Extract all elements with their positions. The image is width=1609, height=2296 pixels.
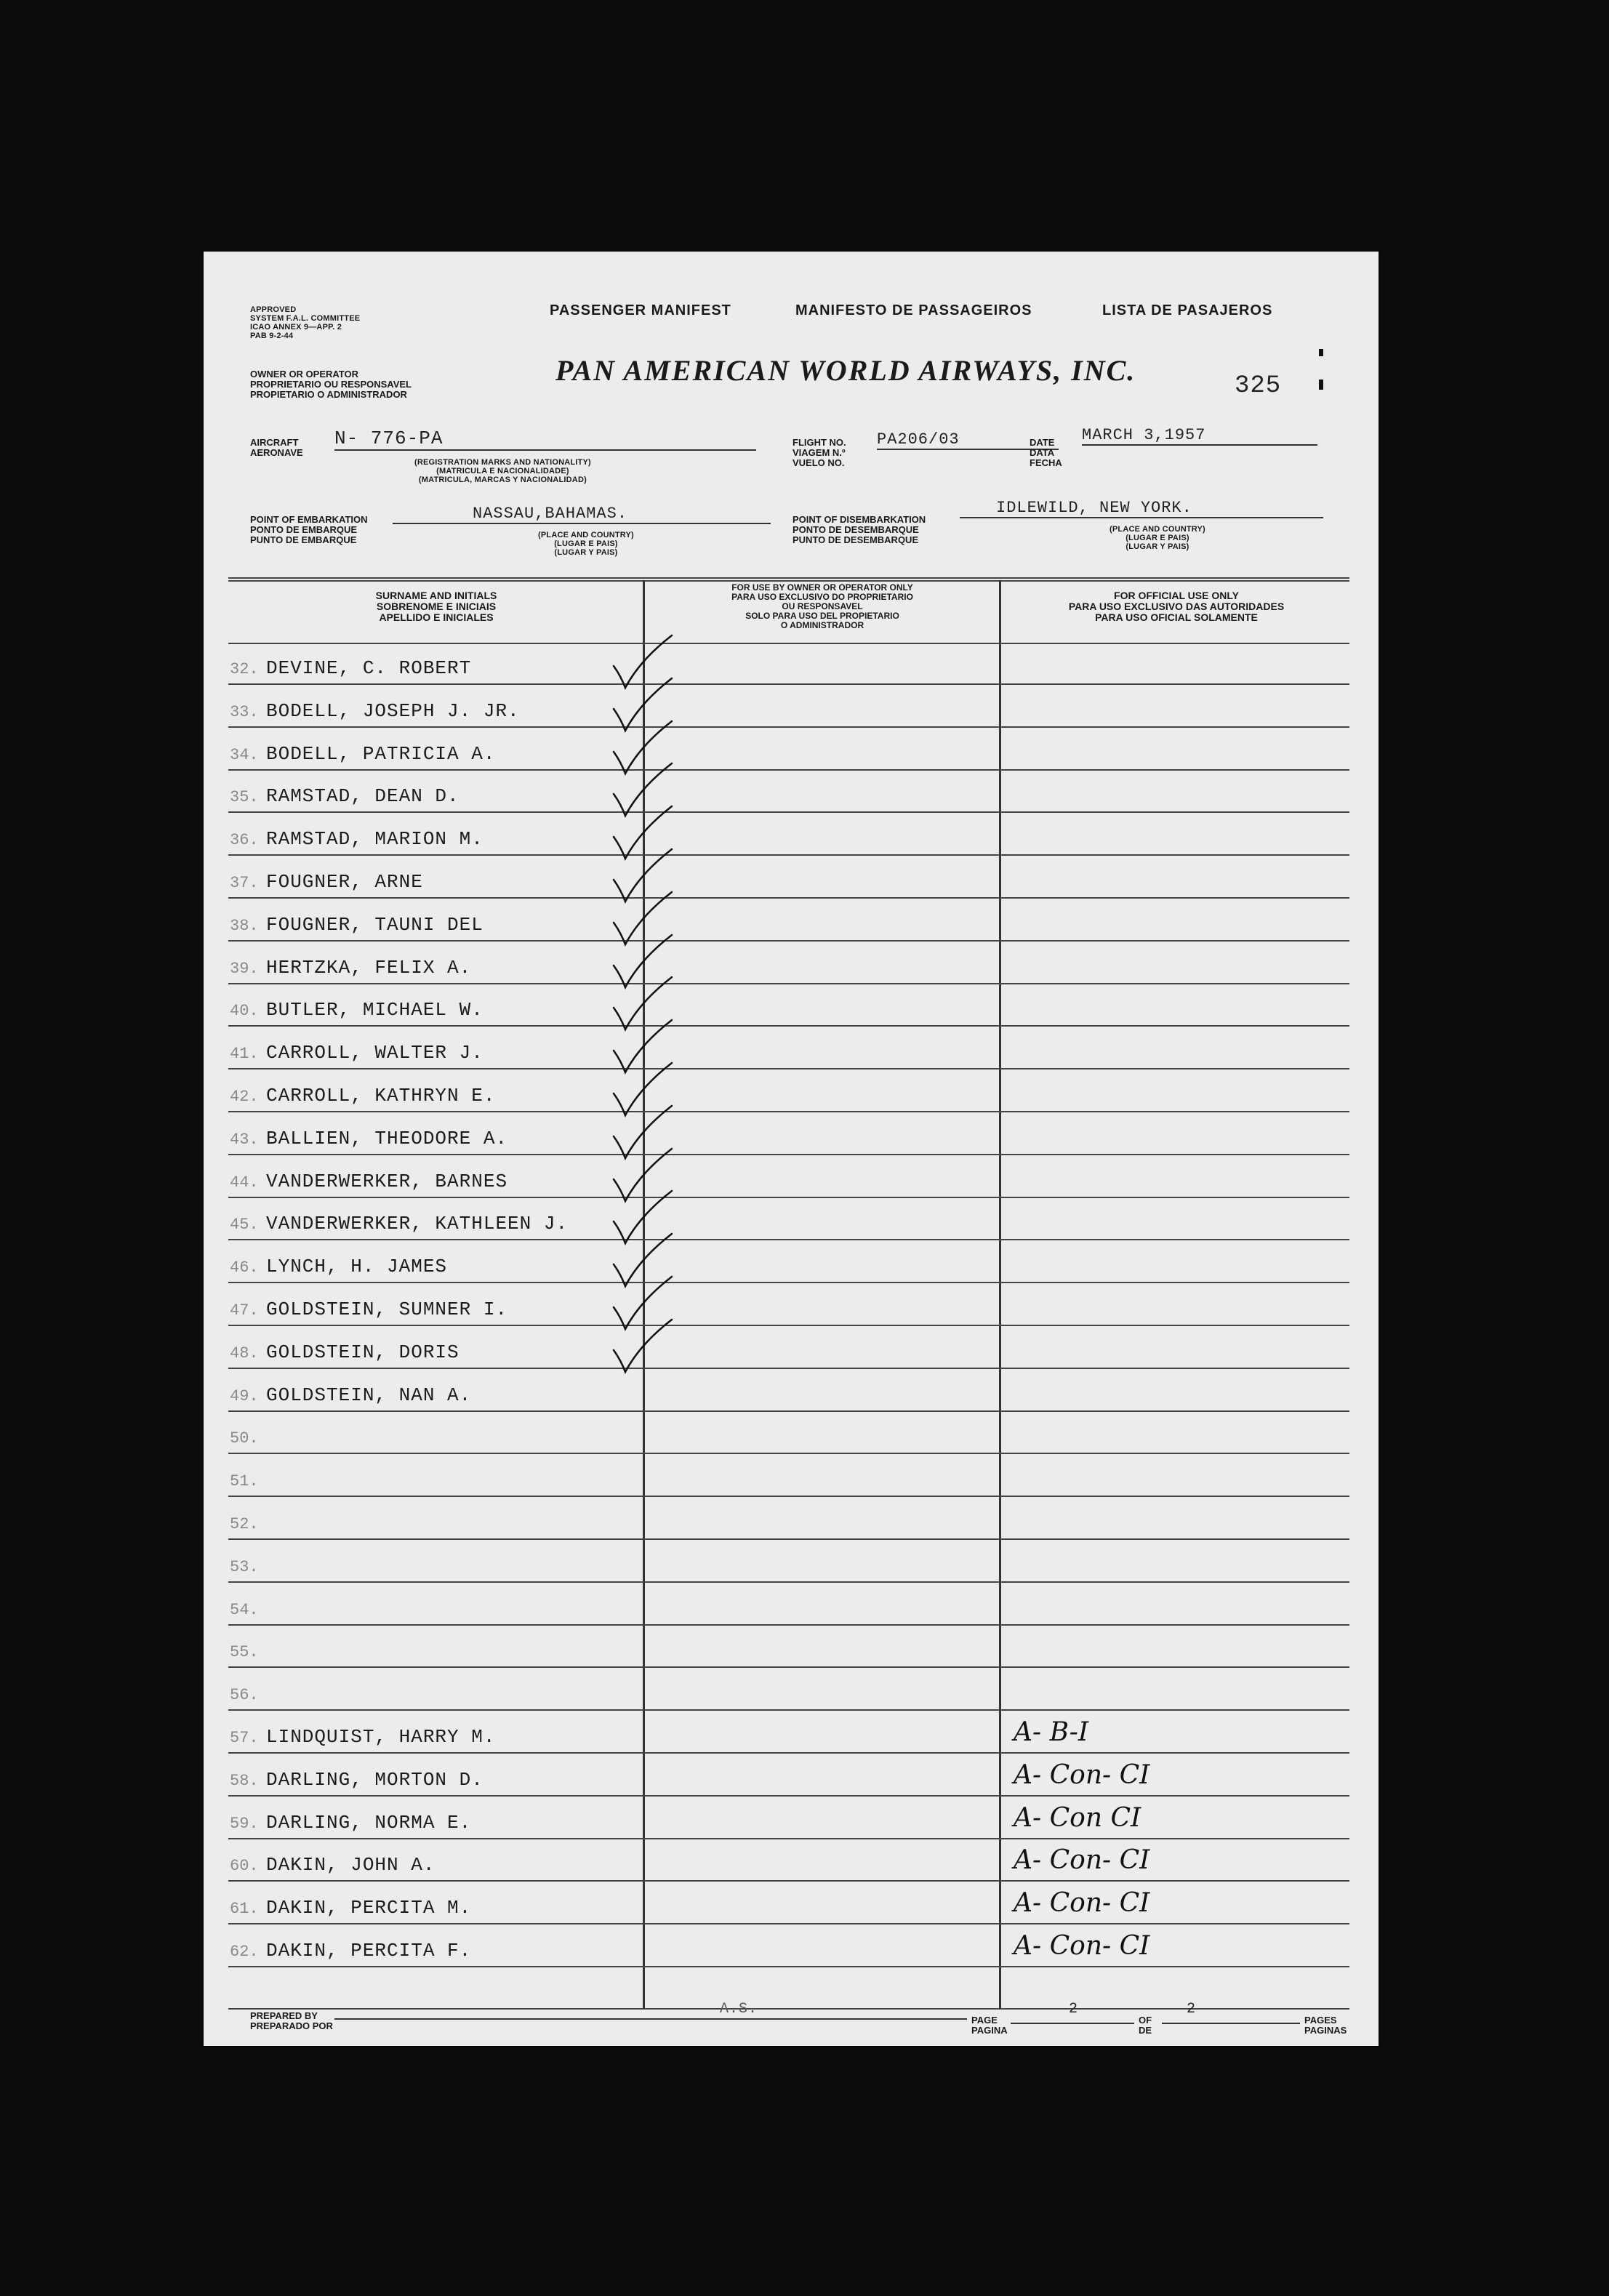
embarkation-sub-line: (LUGAR Y PAIS) (554, 548, 618, 557)
row-number: 55. (230, 1643, 259, 1662)
row-rule (228, 1025, 1349, 1027)
row-rule (228, 1752, 1349, 1754)
embarkation-labels (250, 515, 368, 545)
pages-label: PAGES (1304, 2015, 1337, 2026)
row-rule (228, 811, 1349, 813)
row-rule (228, 1496, 1349, 1497)
page-label: PAGINA (971, 2025, 1008, 2036)
company-name: PAN AMERICAN WORLD AIRWAYS, INC. (555, 354, 1136, 387)
passenger-name: HERTZKA, FELIX A. (266, 956, 472, 979)
date-label: DATA (1030, 447, 1055, 458)
disembarkation-sub-line: (PLACE AND COUNTRY) (1110, 525, 1205, 534)
sheet-number: 325 (1235, 372, 1282, 400)
aircraft-label: AERONAVE (250, 447, 303, 458)
passenger-name: RAMSTAD, MARION M. (266, 828, 483, 851)
column-header-line: APELLIDO E INICIALES (379, 611, 494, 623)
row-rule (228, 1239, 1349, 1240)
table-top-rule (228, 577, 1349, 579)
embarkation-label: PUNTO DE EMBARQUE (250, 534, 357, 545)
checkmark-icon (611, 1315, 676, 1381)
row-rule (228, 940, 1349, 942)
disembarkation-labels (793, 515, 926, 545)
embarkation-sub-line: (LUGAR E PAIS) (554, 539, 618, 548)
approval-line: APPROVED (250, 305, 297, 314)
row-number: 46. (230, 1259, 259, 1277)
passenger-name: DARLING, MORTON D. (266, 1768, 483, 1791)
row-rule (228, 1624, 1349, 1626)
row-rule (228, 983, 1349, 984)
row-number: 47. (230, 1301, 259, 1320)
owner-label: PROPIETARIO O ADMINISTRADOR (250, 389, 407, 400)
row-number: 60. (230, 1857, 259, 1876)
passenger-name: CARROLL, WALTER J. (266, 1042, 483, 1064)
official-annotation: A- Con- CI (1014, 1931, 1150, 1961)
official-annotation: A- B-I (1014, 1717, 1089, 1747)
row-number: 40. (230, 1002, 259, 1021)
row-number: 34. (230, 745, 259, 764)
row-number: 56. (230, 1686, 259, 1705)
passenger-name: FOUGNER, TAUNI DEL (266, 913, 483, 936)
disembarkation-sub (1110, 525, 1205, 551)
passenger-name: DEVINE, C. ROBERT (266, 657, 472, 679)
passenger-name: GOLDSTEIN, NAN A. (266, 1384, 472, 1406)
embarkation-label: PONTO DE EMBARQUE (250, 524, 358, 535)
approval-line: ICAO ANNEX 9—APP. 2 (250, 323, 342, 332)
prepared-by-line (334, 2018, 967, 2020)
aircraft-labels (250, 438, 303, 458)
disembarkation-sub-line: (LUGAR Y PAIS) (1126, 542, 1189, 551)
pages-labels (1304, 2015, 1347, 2036)
aircraft-sub-line: (MATRICULA E NACIONALIDADE) (436, 467, 569, 475)
row-number: 32. (230, 660, 259, 678)
column-header-line: FOR USE BY OWNER OR OPERATOR ONLY (731, 582, 913, 593)
row-number: 58. (230, 1771, 259, 1790)
official-annotation: A- Con CI (1014, 1802, 1141, 1833)
row-number: 44. (230, 1173, 259, 1192)
owner-label: OWNER OR OPERATOR (250, 369, 359, 380)
row-number: 42. (230, 1088, 259, 1106)
row-number: 53. (230, 1557, 259, 1576)
aircraft-sub-line: (MATRICULA, MARCAS Y NACIONALIDAD) (418, 475, 587, 484)
row-number: 49. (230, 1386, 259, 1405)
row-rule (228, 1197, 1349, 1198)
column-header-line: SOBRENOME E INICIAIS (376, 601, 497, 612)
date-label: DATE (1030, 437, 1055, 448)
row-rule (228, 726, 1349, 728)
passenger-name: BALLIEN, THEODORE A. (266, 1127, 508, 1149)
column-divider (999, 580, 1001, 2008)
manifest-sheet (204, 252, 1379, 2046)
header-manifesto: MANIFESTO DE PASSAGEIROS (795, 302, 1032, 318)
passenger-name: GOLDSTEIN, DORIS (266, 1341, 460, 1363)
prepared-initials: A.S. (720, 2001, 758, 2018)
row-number: 39. (230, 959, 259, 978)
passenger-name: BODELL, PATRICIA A. (266, 742, 496, 765)
column-header-line: PARA USO OFICIAL SOLAMENTE (1095, 611, 1258, 623)
of-labels (1139, 2015, 1152, 2036)
date-label: FECHA (1030, 457, 1062, 468)
row-number: 36. (230, 831, 259, 850)
disembarkation-label: PONTO DE DESEMBARQUE (793, 524, 919, 535)
column-header-line: O ADMINISTRADOR (780, 620, 864, 630)
row-rule (228, 1666, 1349, 1668)
passenger-name: DAKIN, JOHN A. (266, 1854, 436, 1876)
row-rule (228, 683, 1349, 685)
passenger-name: GOLDSTEIN, SUMNER I. (266, 1298, 508, 1320)
row-rule (228, 1880, 1349, 1882)
owner-label: PROPRIETARIO OU RESPONSAVEL (250, 379, 412, 390)
official-annotation: A- Con- CI (1014, 1759, 1150, 1790)
passenger-name: LINDQUIST, HARRY M. (266, 1726, 496, 1748)
passenger-name: LYNCH, H. JAMES (266, 1256, 448, 1278)
approval-line: SYSTEM F.A.L. COMMITTEE (250, 314, 361, 323)
aircraft-label: AIRCRAFT (250, 437, 299, 448)
row-number: 50. (230, 1429, 259, 1448)
official-annotation: A- Con- CI (1014, 1888, 1150, 1919)
row-number: 43. (230, 1130, 259, 1149)
row-number: 62. (230, 1943, 259, 1961)
date-labels (1030, 438, 1062, 468)
embarkation-sub (538, 531, 634, 557)
pages-label: PAGINAS (1304, 2025, 1347, 2036)
row-number: 35. (230, 788, 259, 807)
aircraft-sub-line: (REGISTRATION MARKS AND NATIONALITY) (414, 458, 591, 467)
flight-label: FLIGHT NO. (793, 437, 846, 448)
header-rule (228, 643, 1349, 644)
row-rule (228, 1368, 1349, 1369)
passenger-name: DARLING, NORMA E. (266, 1811, 472, 1834)
flight-label: VUELO NO. (793, 457, 845, 468)
passenger-name: RAMSTAD, DEAN D. (266, 785, 460, 808)
column-header-names (230, 590, 643, 623)
approval-block (250, 305, 360, 340)
passenger-name: DAKIN, PERCITA F. (266, 1940, 472, 1962)
disembarkation-sub-line: (LUGAR E PAIS) (1126, 534, 1189, 542)
column-header-line: PARA USO EXCLUSIVO DAS AUTORIDADES (1068, 601, 1285, 612)
row-rule (228, 854, 1349, 856)
column-header-official (1002, 590, 1351, 623)
row-number: 41. (230, 1045, 259, 1064)
embarkation-value: NASSAU,BAHAMAS. (393, 505, 771, 524)
prepared-label: PREPARED BY (250, 2010, 318, 2021)
row-number: 45. (230, 1216, 259, 1235)
column-header-line: FOR OFFICIAL USE ONLY (1114, 590, 1239, 601)
flight-value: PA206/03 (877, 430, 1059, 450)
passenger-name: BODELL, JOSEPH J. JR. (266, 699, 520, 722)
punch-mark (1319, 349, 1323, 356)
owner-labels (250, 369, 412, 400)
row-rule (228, 1709, 1349, 1711)
row-rule (228, 1410, 1349, 1412)
row-rule (228, 1838, 1349, 1839)
header-passenger-manifest: PASSENGER MANIFEST (550, 302, 731, 318)
row-rule (228, 1282, 1349, 1283)
disembarkation-value: IDLEWILD, NEW YORK. (960, 499, 1323, 518)
column-header-line: OU RESPONSAVEL (782, 601, 863, 611)
flight-label: VIAGEM N.º (793, 447, 846, 458)
row-number: 51. (230, 1472, 259, 1491)
aircraft-sub (414, 458, 591, 484)
of-label: OF (1139, 2015, 1152, 2026)
page-labels (971, 2015, 1008, 2036)
passenger-name: DAKIN, PERCITA M. (266, 1897, 472, 1919)
row-rule (228, 1453, 1349, 1454)
row-number: 48. (230, 1344, 259, 1362)
row-number: 33. (230, 702, 259, 721)
row-number: 54. (230, 1600, 259, 1619)
header-lista: LISTA DE PASAJEROS (1102, 302, 1273, 318)
of-label: DE (1139, 2025, 1152, 2036)
column-header-owner (646, 583, 999, 630)
embarkation-label: POINT OF EMBARKATION (250, 514, 368, 525)
row-number: 61. (230, 1900, 259, 1919)
passenger-name: FOUGNER, ARNE (266, 871, 423, 893)
row-number: 57. (230, 1729, 259, 1747)
row-rule (228, 1111, 1349, 1112)
row-rule (228, 1325, 1349, 1326)
row-rule (228, 1154, 1349, 1155)
passenger-name: CARROLL, KATHRYN E. (266, 1085, 496, 1107)
column-header-line: SURNAME AND INITIALS (375, 590, 497, 601)
row-rule (228, 1966, 1349, 1967)
official-annotation: A- Con- CI (1014, 1845, 1150, 1876)
row-number: 59. (230, 1814, 259, 1833)
row-number: 37. (230, 874, 259, 892)
row-rule (228, 1538, 1349, 1540)
passenger-name: BUTLER, MICHAEL W. (266, 999, 483, 1021)
row-rule (228, 1068, 1349, 1069)
column-header-line: SOLO PARA USO DEL PROPIETARIO (745, 611, 899, 621)
flight-labels (793, 438, 846, 468)
page-label: PAGE (971, 2015, 998, 2026)
table-bottom-rule (228, 2008, 1349, 2010)
passenger-name: VANDERWERKER, BARNES (266, 1170, 508, 1192)
row-number: 52. (230, 1515, 259, 1533)
row-rule (228, 1795, 1349, 1797)
table-top-rule (228, 580, 1349, 582)
row-rule (228, 769, 1349, 771)
page-total: 2 (1187, 2001, 1197, 2018)
passenger-name: VANDERWERKER, KATHLEEN J. (266, 1213, 569, 1235)
row-rule (228, 1923, 1349, 1924)
prepared-label: PREPARADO POR (250, 2020, 333, 2031)
column-header-line: PARA USO EXCLUSIVO DO PROPRIETARIO (731, 592, 913, 602)
disembarkation-label: POINT OF DISEMBARKATION (793, 514, 926, 525)
aircraft-value: N- 776-PA (334, 428, 756, 451)
prepared-by-labels (250, 2011, 333, 2031)
date-value: MARCH 3,1957 (1082, 426, 1317, 446)
row-rule (228, 897, 1349, 899)
punch-mark (1319, 380, 1323, 390)
disembarkation-label: PUNTO DE DESEMBARQUE (793, 534, 919, 545)
embarkation-sub-line: (PLACE AND COUNTRY) (538, 531, 634, 539)
row-rule (228, 1581, 1349, 1583)
page-number: 2 (1069, 2001, 1079, 2018)
row-number: 38. (230, 916, 259, 935)
page-line (1011, 2023, 1134, 2024)
approval-line: PAB 9-2-44 (250, 332, 294, 340)
of-line (1162, 2023, 1300, 2024)
